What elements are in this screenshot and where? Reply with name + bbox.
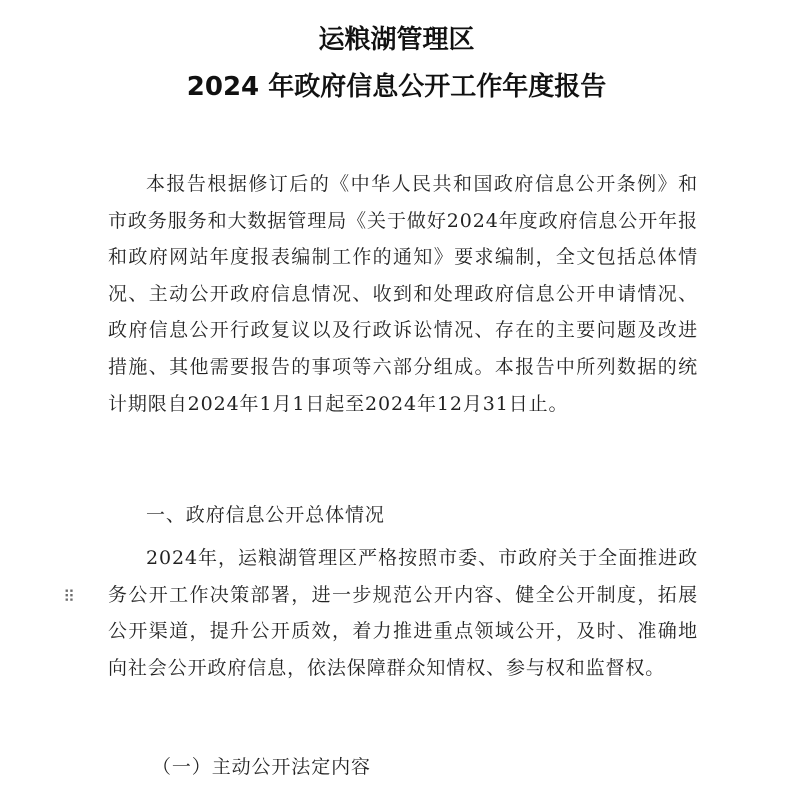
intro-paragraph: 本报告根据修订后的《中华人民共和国政府信息公开条例》和市政务服务和大数据管理局《关于做好2024年度政府信息公开年报和政府网站年度报表编制工作的通知》要求编制，全文包括总体情况、主动公开政府信息情况、收到和处理政府信息公开申请情况、政府信息公开行政复议以及行政诉讼情况、存在的主要问题及改进措施、其他需要报告的事项等六部分组成。本报告中所列数据的统计期限自2024年1月1日起至2024年12月31日止。 xyxy=(108,173,698,415)
document-title-line-1: 运粮湖管理区 xyxy=(318,25,475,55)
document-title-line-2: 2024 年政府信息公开工作年度报告 xyxy=(186,72,607,102)
section-1-body: 2024年，运粮湖管理区严格按照市委、市政府关于全面推进政务公开工作决策部署，进一步规范公开内容、健全公开制度，拓展公开渠道，提升公开质效，着力推进重点领域公开，及时、准确地向社会公开政府信息，依法保障群众知情权、参与权和监督权。 xyxy=(108,547,698,679)
subsection-1-heading: （一）主动公开法定内容 xyxy=(152,756,371,778)
drag-handle-icon[interactable]: ⠿ xyxy=(63,587,75,606)
section-1-heading: 一、政府信息公开总体情况 xyxy=(146,504,385,526)
